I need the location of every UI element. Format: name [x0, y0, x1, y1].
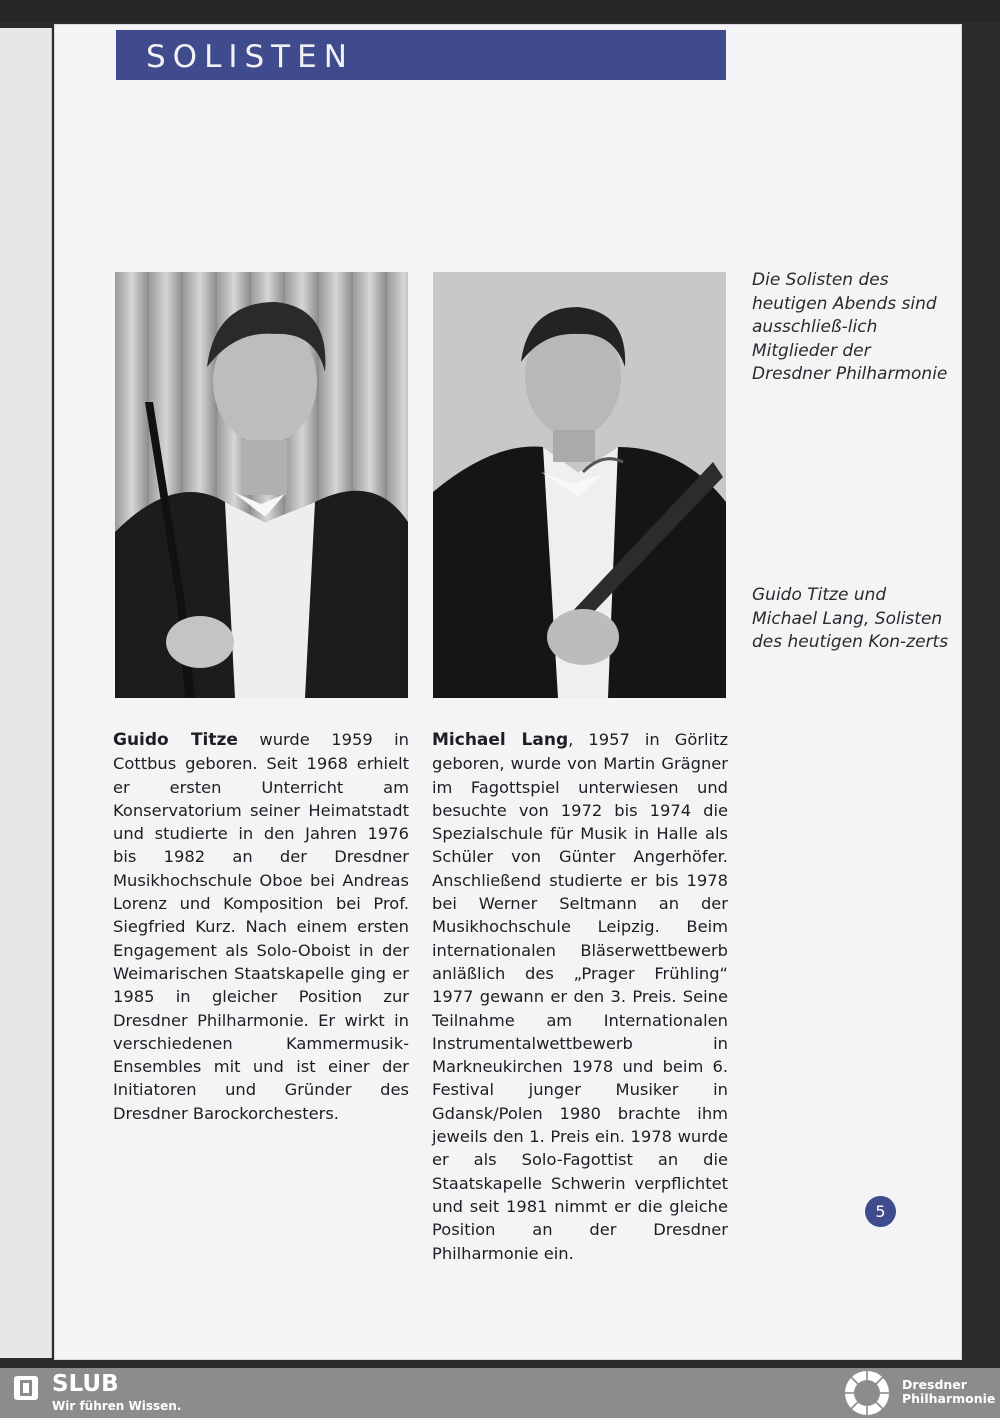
page-number-badge: 5 [865, 1196, 896, 1227]
photo-guido-titze [115, 272, 408, 698]
scan-background-top [0, 0, 1000, 22]
bio-michael-lang [432, 728, 728, 1265]
partner-line-2: Philharmonie [902, 1391, 996, 1406]
footer-bar [0, 1368, 1000, 1418]
section-header-bar [116, 30, 726, 80]
brochure-page [54, 24, 962, 1360]
section-title: SOLISTEN [146, 39, 354, 75]
photo-caption: Guido Titze und Michael Lang, Solisten des heutigen Kon-zerts [752, 585, 949, 652]
soloists-membership-caption: Die Solisten des heutigen Abends sind ausschließ-lich Mitglieder der Dresdner Philharmonie [752, 270, 948, 384]
photo-michael-lang [433, 272, 726, 698]
bio-guido-titze [113, 728, 409, 1125]
slub-tagline: Wir führen Wissen. [52, 1399, 182, 1413]
facing-page-edge [0, 28, 52, 1358]
partner-line-1: Dresdner [902, 1377, 967, 1392]
sunburst-logo-icon [842, 1369, 892, 1417]
bio-name: Guido Titze [113, 730, 238, 750]
portrait-oboist-image [115, 272, 408, 698]
portrait-bassoonist-image [433, 272, 726, 698]
slub-wordmark: SLUB [52, 1371, 119, 1397]
partner-wordmark [902, 1378, 998, 1406]
bio-text: wurde 1959 in Cottbus geboren. Seit 1968 erhielt er ersten Unterricht am Konservatorium seiner Heimatstadt und studierte in den Jahren 1976 bis 1982 an der Dresdner Musikhochschule Oboe bei Andreas Lorenz und Komposition bei Prof. Siegfried Kurz. Nach einem ersten Engagement als Solo-Oboist in der Weimarischen Staatskapelle ging er 1985 in gleicher Position zur Dresdner Philharmonie. Er wirkt in verschiedenen Kammermusik-Ensembles mit und ist einer der Initiatoren und Gründer des Dresdner Barockorchesters. [113, 730, 409, 1123]
bio-text: , 1957 in Görlitz geboren, wurde von Martin Grägner im Fagottspiel unterwiesen und besuchte von 1972 bis 1974 die Spezialschule für Musik in Halle als Schüler von Günter Angerhöfer. Anschließend studierte er bis 1978 bei Werner Seltmann an der Musikhochschule Leipzig. Beim internationalen Bläserwettbewerb anläßlich des „Prager Frühling“ 1977 gewann er den 3. Preis. Seine Teilnahme am Internationalen Instrumentalwettbewerb in Markneukirchen 1978 und beim 6. Festival junger Musiker in Gdansk/Polen 1980 brachte ihm jeweils den 1. Preis ein. 1978 wurde er als Solo-Fagottist an die Staatskapelle Schwerin verpflichtet und seit 1981 nimmt er die gleiche Position an der Dresdner Philharmonie ein. [432, 730, 729, 1263]
slub-logo-icon [12, 1374, 40, 1402]
bio-name: Michael Lang [432, 730, 569, 750]
